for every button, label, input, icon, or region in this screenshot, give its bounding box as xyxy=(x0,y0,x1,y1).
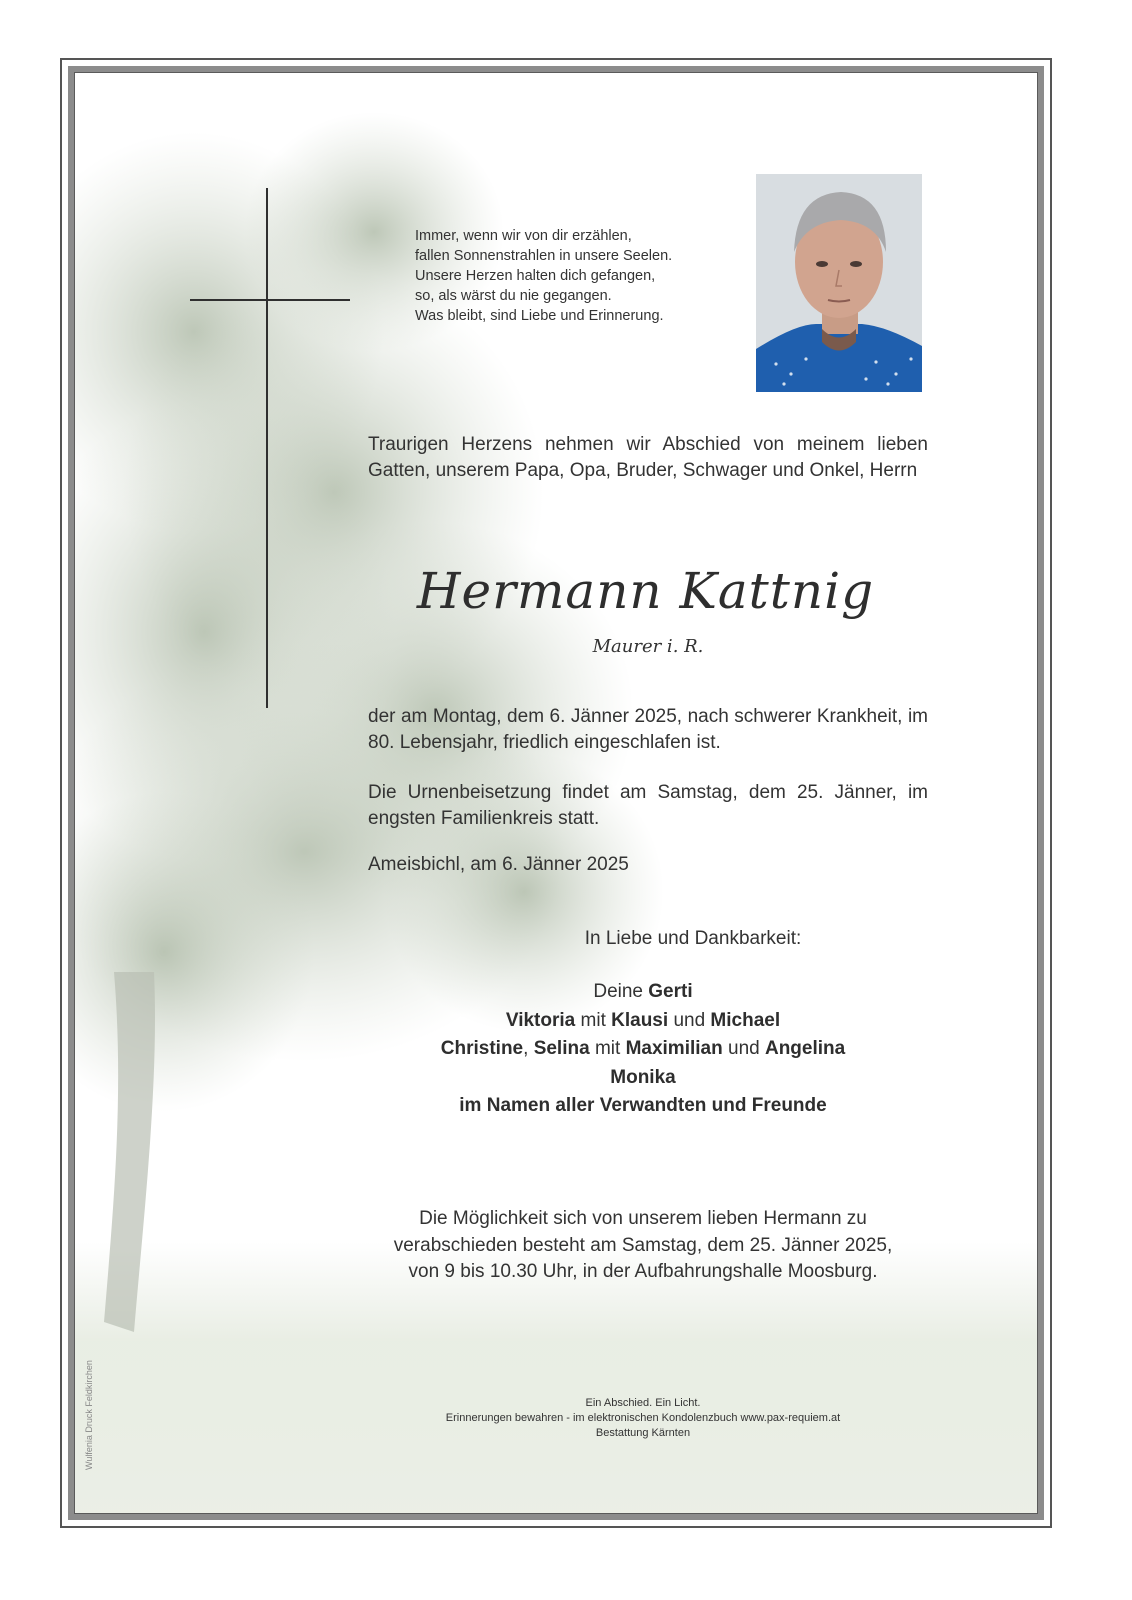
family-text: und xyxy=(673,1009,706,1031)
family-name: Gerti xyxy=(648,981,693,1002)
viewing-line: Die Möglichkeit sich von unserem lieben Hermann zu xyxy=(419,1208,867,1229)
poem-line: Was bleibt, sind Liebe und Erinnerung. xyxy=(415,308,664,324)
family-text: und xyxy=(728,1038,760,1059)
poem-line: Unsere Herzen halten dich gefangen, xyxy=(415,268,656,284)
footer-line: Erinnerungen bewahren - im elektronischen Kondolenzbuch www.pax-requiem.at xyxy=(445,1412,841,1424)
cross-vertical-line xyxy=(266,188,268,708)
viewing-line: verabschieden besteht am Samstag, dem 25. Jänner 2025, xyxy=(393,1234,893,1256)
footer-line: Ein Abschied. Ein Licht. xyxy=(585,1397,701,1409)
family-name: Michael xyxy=(710,1009,781,1031)
family-line xyxy=(368,1035,918,1064)
poem-line: so, als wärst du nie gegangen. xyxy=(415,288,612,304)
death-notice: der am Montag, dem 6. Jänner 2025, nach schwerer Krankheit, im 80. Lebensjahr, friedlich eingeschlafen ist. xyxy=(368,706,928,753)
family-name: Christine xyxy=(440,1038,524,1059)
deceased-name: Hermann Kattnig xyxy=(416,562,875,620)
family-closing: im Namen aller Verwandten und Freunde xyxy=(459,1095,827,1116)
cross-horizontal-line xyxy=(190,299,350,301)
footer xyxy=(368,1396,918,1441)
poem-line: Immer, wenn wir von dir erzählen, xyxy=(415,228,632,244)
family-text: mit xyxy=(594,1038,621,1059)
family-line xyxy=(368,1064,918,1093)
thanks-line: In Liebe und Dankbarkeit: xyxy=(584,928,802,949)
family-text: Deine xyxy=(593,981,643,1002)
family-name: Viktoria xyxy=(505,1009,576,1031)
family-line xyxy=(368,1092,918,1121)
family-name: Selina xyxy=(533,1038,590,1059)
family-name: Maximilian xyxy=(625,1038,723,1059)
family-line xyxy=(368,978,918,1007)
printer-credit: Wulfenia Druck Feldkirchen xyxy=(84,1360,94,1470)
family-text: mit xyxy=(580,1009,606,1031)
family-list xyxy=(368,978,918,1121)
family-line xyxy=(368,1007,918,1036)
portrait-photo xyxy=(756,174,922,392)
footer-line: Bestattung Kärnten xyxy=(595,1427,691,1439)
family-name: Klausi xyxy=(611,1009,669,1031)
memorial-poem xyxy=(415,226,755,326)
family-text: , xyxy=(523,1038,529,1059)
poem-line: fallen Sonnenstrahlen in unsere Seelen. xyxy=(415,248,673,264)
burial-notice: Die Urnenbeisetzung findet am Samstag, dem 25. Jänner, im engsten Familienkreis statt. xyxy=(368,782,928,829)
deceased-title: Maurer i. R. xyxy=(592,636,704,657)
family-name: Monika xyxy=(610,1066,676,1088)
viewing-notice xyxy=(368,1206,918,1286)
viewing-line: von 9 bis 10.30 Uhr, in der Aufbahrungshalle Moosburg. xyxy=(408,1261,878,1282)
family-name: Angelina xyxy=(764,1038,846,1059)
place-date: Ameisbichl, am 6. Jänner 2025 xyxy=(368,854,629,875)
intro-text: Traurigen Herzens nehmen wir Abschied von meinem lieben Gatten, unserem Papa, Opa, Bruder, Schwager und Onkel, Herrn xyxy=(368,434,928,481)
